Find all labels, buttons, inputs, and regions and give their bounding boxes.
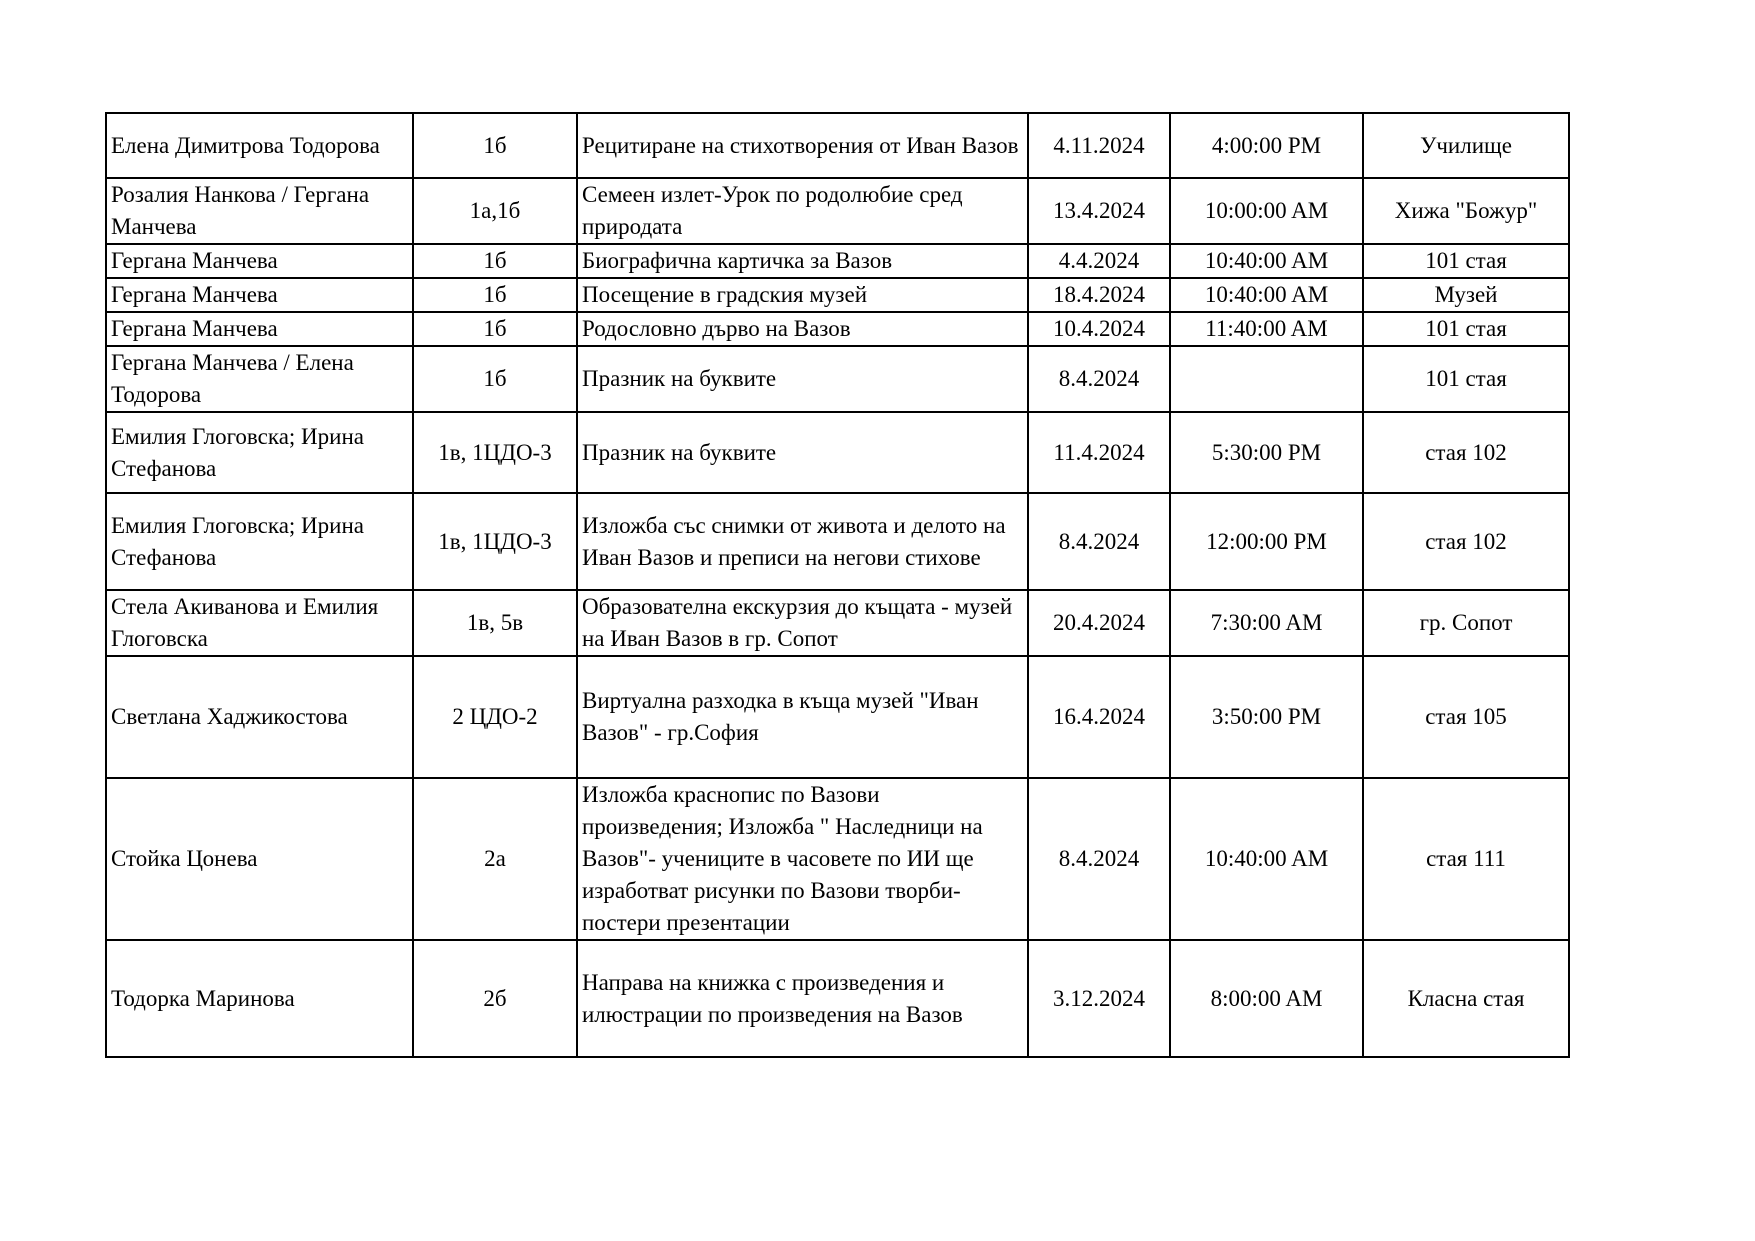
activity-cell: Празник на буквите [577,346,1028,412]
class-cell: 2а [413,778,577,940]
schedule-table [105,112,1570,1058]
time-cell: 10:40:00 AM [1170,778,1363,940]
place-cell: 101 стая [1363,244,1569,278]
time-cell: 8:00:00 AM [1170,940,1363,1057]
table-row [106,346,1569,412]
class-cell: 2б [413,940,577,1057]
time-cell: 11:40:00 AM [1170,312,1363,346]
table-row [106,412,1569,493]
date-cell: 10.4.2024 [1028,312,1170,346]
class-cell: 1в, 5в [413,590,577,656]
table-row [106,656,1569,778]
teacher-cell: Стойка Цонева [106,778,413,940]
date-cell: 8.4.2024 [1028,493,1170,590]
time-cell: 4:00:00 PM [1170,113,1363,178]
date-cell: 3.12.2024 [1028,940,1170,1057]
activity-cell: Посещение в градския музей [577,278,1028,312]
date-cell: 18.4.2024 [1028,278,1170,312]
table-row [106,178,1569,244]
time-cell: 3:50:00 PM [1170,656,1363,778]
teacher-cell: Емилия Глоговска; Ирина Стефанова [106,412,413,493]
place-cell: стая 102 [1363,412,1569,493]
activity-cell: Изложба краснопис по Вазови произведения; Изложба " Наследници на Вазов"- учениците в часовете по ИИ ще изработват рисунки по Вазови творби- постери презентации [577,778,1028,940]
place-cell: стая 105 [1363,656,1569,778]
place-cell: Хижа "Божур" [1363,178,1569,244]
place-cell: Училище [1363,113,1569,178]
activity-cell: Рецитиране на стихотворения от Иван Вазов [577,113,1028,178]
class-cell: 1а,1б [413,178,577,244]
date-cell: 16.4.2024 [1028,656,1170,778]
place-cell: Музей [1363,278,1569,312]
activity-cell: Семеен излет-Урок по родолюбие сред природата [577,178,1028,244]
class-cell: 1б [413,346,577,412]
table-row [106,244,1569,278]
place-cell: стая 111 [1363,778,1569,940]
time-cell: 7:30:00 AM [1170,590,1363,656]
date-cell: 8.4.2024 [1028,778,1170,940]
table-row [106,590,1569,656]
table-row [106,940,1569,1057]
teacher-cell: Емилия Глоговска; Ирина Стефанова [106,493,413,590]
teacher-cell: Гергана Манчева [106,244,413,278]
teacher-cell: Гергана Манчева / Елена Тодорова [106,346,413,412]
table-row [106,278,1569,312]
teacher-cell: Гергана Манчева [106,278,413,312]
activity-cell: Виртуална разходка в къща музей "Иван Вазов" - гр.София [577,656,1028,778]
place-cell: гр. Сопот [1363,590,1569,656]
teacher-cell: Стела Акиванова и Емилия Глоговска [106,590,413,656]
table-row [106,113,1569,178]
date-cell: 4.4.2024 [1028,244,1170,278]
place-cell: 101 стая [1363,312,1569,346]
activity-cell: Биографична картичка за Вазов [577,244,1028,278]
place-cell: стая 102 [1363,493,1569,590]
class-cell: 1б [413,244,577,278]
class-cell: 1б [413,278,577,312]
activity-cell: Направа на книжка с произведения и илюстрации по произведения на Вазов [577,940,1028,1057]
date-cell: 13.4.2024 [1028,178,1170,244]
teacher-cell: Елена Димитрова Тодорова [106,113,413,178]
class-cell: 1в, 1ЦДО-3 [413,412,577,493]
teacher-cell: Гергана Манчева [106,312,413,346]
time-cell [1170,346,1363,412]
date-cell: 11.4.2024 [1028,412,1170,493]
class-cell: 1б [413,312,577,346]
date-cell: 8.4.2024 [1028,346,1170,412]
date-cell: 4.11.2024 [1028,113,1170,178]
activity-cell: Родословно дърво на Вазов [577,312,1028,346]
place-cell: 101 стая [1363,346,1569,412]
time-cell: 10:00:00 AM [1170,178,1363,244]
time-cell: 10:40:00 AM [1170,244,1363,278]
time-cell: 10:40:00 AM [1170,278,1363,312]
table-row [106,778,1569,940]
teacher-cell: Тодорка Маринова [106,940,413,1057]
activity-cell: Образователна екскурзия до къщата - музей на Иван Вазов в гр. Сопот [577,590,1028,656]
place-cell: Класна стая [1363,940,1569,1057]
table-row [106,493,1569,590]
table-body [106,113,1569,1057]
teacher-cell: Светлана Хаджикостова [106,656,413,778]
class-cell: 1б [413,113,577,178]
teacher-cell: Розалия Нанкова / Гергана Манчева [106,178,413,244]
time-cell: 12:00:00 PM [1170,493,1363,590]
activity-cell: Изложба със снимки от живота и делото на Иван Вазов и преписи на негови стихове [577,493,1028,590]
activity-cell: Празник на буквите [577,412,1028,493]
table-row [106,312,1569,346]
date-cell: 20.4.2024 [1028,590,1170,656]
time-cell: 5:30:00 PM [1170,412,1363,493]
class-cell: 1в, 1ЦДО-3 [413,493,577,590]
class-cell: 2 ЦДО-2 [413,656,577,778]
